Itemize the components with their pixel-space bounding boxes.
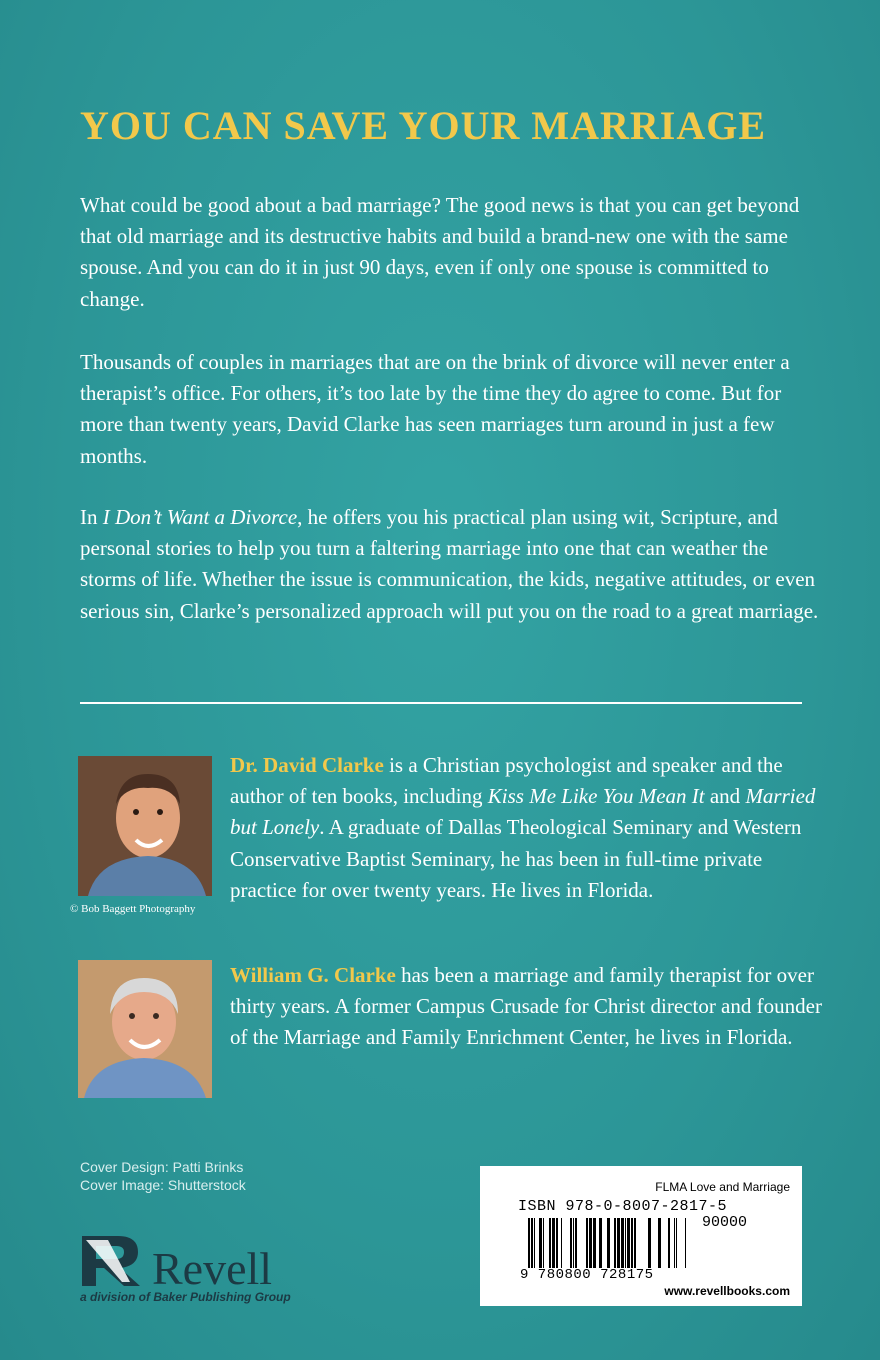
barcode-bar — [570, 1218, 572, 1268]
barcode-bar — [599, 1218, 602, 1268]
barcode-bar — [658, 1218, 661, 1268]
barcode-panel — [480, 1166, 802, 1306]
cover-credits — [80, 1158, 246, 1194]
barcode — [528, 1218, 698, 1268]
p3-intro: In — [80, 505, 103, 529]
publisher-name: Revell — [152, 1243, 273, 1294]
bio-text: is a Christian psychologist and speaker and the author of ten books, including — [230, 753, 783, 809]
description-paragraph-1: What could be good about a bad marriage? The good news is that you can get beyond that old marriage and its destructive habits and build a brand-new one with the same spouse. And you can do it in just 90 days, even if only one spouse is committed to change. — [80, 193, 800, 311]
barcode-bar — [674, 1218, 675, 1268]
barcode-digits: 9 780800 728175 — [520, 1267, 654, 1283]
barcode-bar — [543, 1218, 544, 1268]
cover-image-credit: Cover Image: Shutterstock — [80, 1177, 246, 1193]
barcode-bar — [593, 1218, 596, 1268]
barcode-bar — [668, 1218, 670, 1268]
william-clarke-photo — [78, 960, 212, 1098]
book-title: I Don’t Want a Divorce — [102, 505, 298, 529]
revell-r-icon — [78, 1232, 144, 1288]
barcode-bar — [631, 1218, 633, 1268]
barcode-bar — [531, 1218, 533, 1268]
headline: YOU CAN SAVE YOUR MARRIAGE — [80, 103, 767, 148]
isbn-text: ISBN 978-0-8007-2817-5 — [518, 1198, 728, 1215]
david-clarke-bio — [230, 750, 830, 906]
barcode-bar — [561, 1218, 562, 1268]
barcode-bar — [621, 1218, 624, 1268]
barcode-bar — [539, 1218, 542, 1268]
barcode-bar — [685, 1218, 686, 1268]
book-title: Married but Lonely — [230, 784, 816, 840]
revell-logo — [78, 1228, 378, 1308]
barcode-bar — [627, 1218, 630, 1268]
barcode-bar — [534, 1218, 535, 1268]
barcode-bar — [607, 1218, 610, 1268]
barcode-bar — [625, 1218, 626, 1268]
description-paragraph-2: Thousands of couples in marriages that are on the brink of divorce will never enter a therapist’s office. For others, it’s too late by the time they do agree to come. But for more than twenty years, David Clarke has seen marriages turn around in just a few months. — [80, 350, 790, 468]
barcode-bar — [589, 1218, 592, 1268]
cover-design-credit: Cover Design: Patti Brinks — [80, 1159, 244, 1175]
p3-rest: , he offers you his practical plan using wit, Scripture, and personal stories to help you turn a faltering marriage into one that can weather the storms of life. Whether the issue is communication, the kids, negative attitudes, or even serious sin, Clarke’s personalized approach will put you on the road to a great marriage. — [80, 505, 819, 623]
publisher-tagline: a division of Baker Publishing Group — [80, 1290, 291, 1304]
barcode-bar — [528, 1218, 530, 1268]
barcode-bar — [549, 1218, 551, 1268]
barcode-bar — [617, 1218, 620, 1268]
barcode-bar — [552, 1218, 555, 1268]
barcode-bar — [614, 1218, 616, 1268]
section-divider — [80, 702, 802, 704]
publisher-url: www.revellbooks.com — [664, 1284, 790, 1298]
barcode-bar — [676, 1218, 677, 1268]
description-paragraph-3 — [80, 502, 820, 627]
bio-text: has been a marriage and family therapist for over thirty years. A former Campus Crusade for Christ director and founder of the Marriage and Family Enrichment Center, he lives in Florida. — [230, 963, 822, 1050]
barcode-bar — [586, 1218, 588, 1268]
author-name: William G. Clarke — [230, 963, 396, 987]
bio-text: and — [704, 784, 746, 809]
book-title: Kiss Me Like You Mean It — [487, 784, 705, 809]
photo-credit: © Bob Baggett Photography — [70, 903, 196, 915]
barcode-bar — [556, 1218, 558, 1268]
author-name: Dr. David Clarke — [230, 753, 384, 777]
david-clarke-photo — [78, 756, 212, 896]
bio-text: . A graduate of Dallas Theological Seminary and Western Conservative Baptist Seminary, he has been in full-time private practice for over twenty years. He lives in Florida. — [230, 815, 802, 902]
category-label: FLMA Love and Marriage — [655, 1180, 790, 1194]
barcode-bar — [648, 1218, 651, 1268]
barcode-bar — [573, 1218, 574, 1268]
william-clarke-bio — [230, 960, 830, 1054]
price-code: 90000 — [702, 1214, 748, 1231]
barcode-bar — [634, 1218, 636, 1268]
barcode-bar — [575, 1218, 577, 1268]
